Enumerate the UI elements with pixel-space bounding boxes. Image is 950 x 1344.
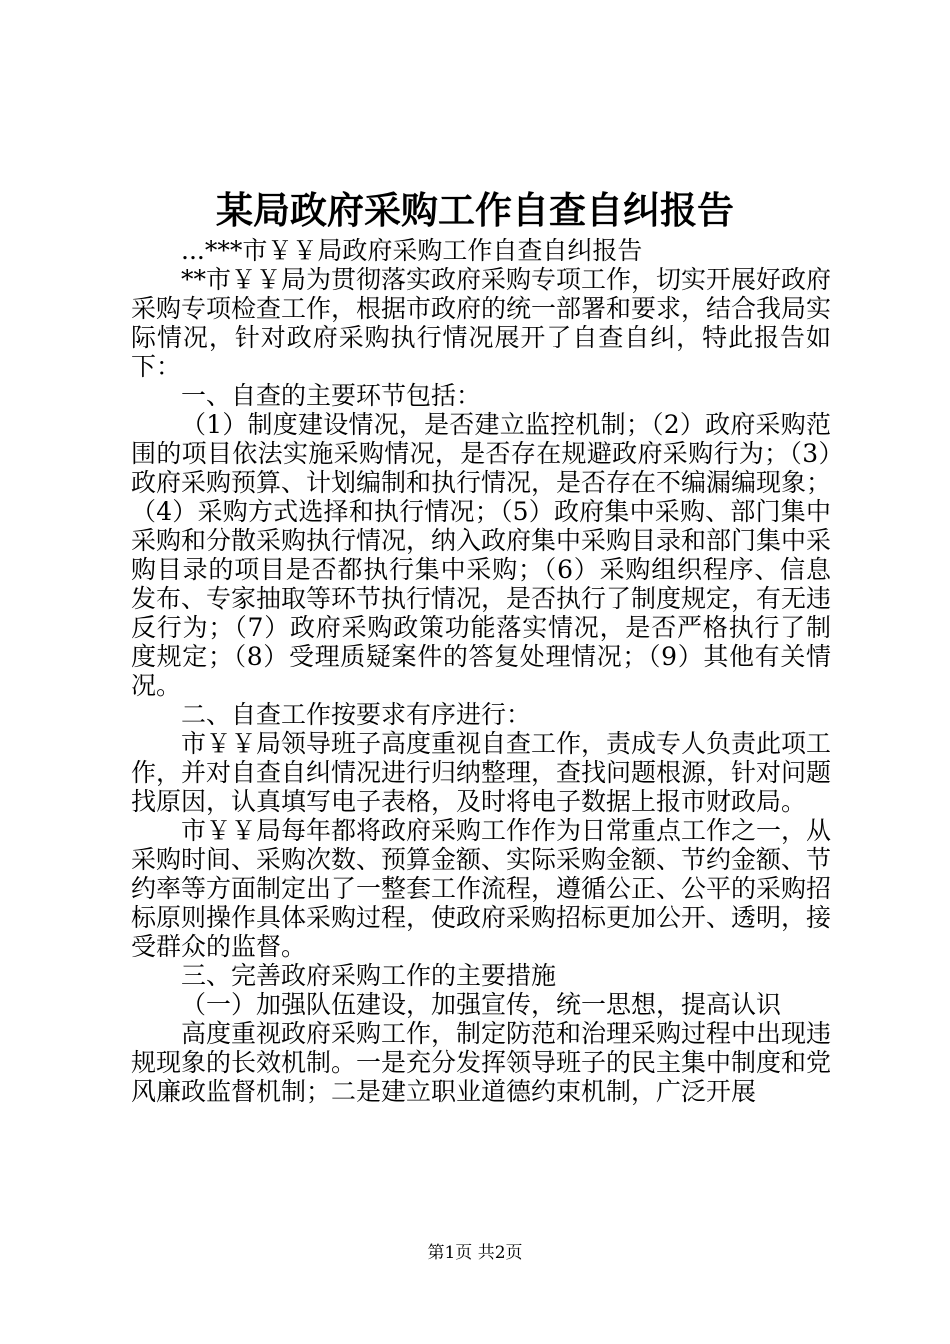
document-body (131, 236, 831, 1106)
body-paragraph: （1）制度建设情况，是否建立监控机制；（2）政府采购范围的项目依法实施采购情况，是否存在规避政府采购行为；（3）政府采购预算、计划编制和执行情况，是否存在不编漏编现象；（4）采购方式选择和执行情况；（5）政府集中采购、部门集中采购和分散采购执行情况，纳入政府集中采购目录和部门集中采购目录的项目是否都执行集中采购；（6）采购组织程序、信息发布、专家抽取等环节执行情况，是否执行了制度规定，有无违反行为；（7）政府采购政策功能落实情况，是否严格执行了制度规定；（8）受理质疑案件的答复处理情况；（9）其他有关情况。 (131, 410, 832, 700)
body-paragraph: ...***市￥￥局政府采购工作自查自纠报告 (181, 236, 643, 265)
body-paragraph: 市￥￥局领导班子高度重视自查工作，责成专人负责此项工作，并对自查自纠情况进行归纳整理，查找问题根源，针对问题找原因，认真填写电子表格，及时将电子数据上报市财政局。 (131, 729, 832, 816)
subsection-heading: （一）加强队伍建设，加强宣传，统一思想，提高认识 (181, 990, 782, 1019)
section-heading: 二、自查工作按要求有序进行： (181, 700, 532, 729)
document-title: 某局政府采购工作自查自纠报告 (216, 188, 734, 232)
section-heading: 一、自查的主要环节包括： (181, 381, 482, 410)
page-footer: 第1页 共2页 (427, 1243, 523, 1263)
body-paragraph: **市￥￥局为贯彻落实政府采购专项工作，切实开展好政府采购专项检查工作，根据市政府的统一部署和要求，结合我局实际情况，针对政府采购执行情况展开了自查自纠，特此报告如下： (131, 265, 832, 381)
body-paragraph: 高度重视政府采购工作，制定防范和治理采购过程中出现违规现象的长效机制。一是充分发挥领导班子的民主集中制度和党风廉政监督机制；二是建立职业道德约束机制，广泛开展 (131, 1019, 832, 1106)
section-heading: 三、完善政府采购工作的主要措施 (181, 961, 557, 990)
body-paragraph: 市￥￥局每年都将政府采购工作作为日常重点工作之一，从采购时间、采购次数、预算金额、实际采购金额、节约金额、节约率等方面制定出了一整套工作流程，遵循公正、公平的采购招标原则操作具体采购过程，使政府采购招标更加公开、透明，接受群众的监督。 (131, 816, 832, 961)
